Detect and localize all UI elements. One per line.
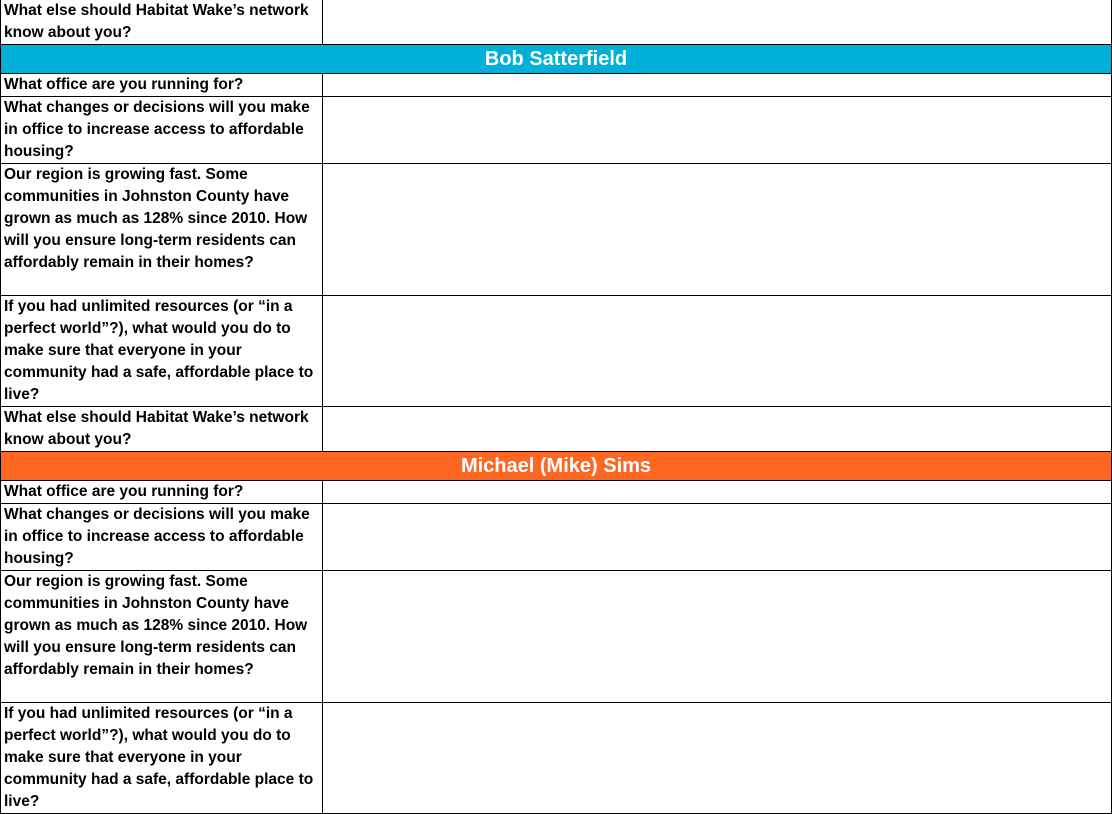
candidate-header-row — [1, 452, 1112, 481]
question-row — [1, 504, 1112, 571]
question-cell: Our region is growing fast. Some communities in Johnston County have grown as much as 128% since 2010. How will you ensure long-term residents can affordably remain in their homes? — [1, 164, 323, 296]
candidate-name-header: Bob Satterfield — [1, 45, 1112, 74]
question-cell: Our region is growing fast. Some communities in Johnston County have grown as much as 128% since 2010. How will you ensure long-term residents can affordably remain in their homes? — [1, 571, 323, 703]
answer-cell[interactable] — [323, 571, 1112, 703]
answer-cell[interactable] — [323, 407, 1112, 452]
question-cell: What office are you running for? — [1, 481, 323, 504]
answer-cell[interactable] — [323, 296, 1112, 407]
question-row — [1, 407, 1112, 452]
answer-cell[interactable] — [323, 74, 1112, 97]
question-row — [1, 164, 1112, 296]
answer-cell[interactable] — [323, 703, 1112, 814]
answer-cell[interactable] — [323, 97, 1112, 164]
question-cell: What office are you running for? — [1, 74, 323, 97]
answer-cell[interactable] — [323, 481, 1112, 504]
candidate-header-row — [1, 45, 1112, 74]
question-row — [1, 703, 1112, 814]
question-row — [1, 74, 1112, 97]
question-row — [1, 571, 1112, 703]
question-row — [1, 296, 1112, 407]
question-cell: If you had unlimited resources (or “in a perfect world”?), what would you do to make sure that everyone in your community had a safe, affordable place to live? — [1, 703, 323, 814]
candidate-name-header: Michael (Mike) Sims — [1, 452, 1112, 481]
question-cell: What changes or decisions will you make in office to increase access to affordable housing? — [1, 504, 323, 571]
question-cell: What else should Habitat Wake’s network know about you? — [1, 0, 323, 45]
answer-cell[interactable] — [323, 0, 1112, 45]
question-cell: If you had unlimited resources (or “in a perfect world”?), what would you do to make sure that everyone in your community had a safe, affordable place to live? — [1, 296, 323, 407]
question-row — [1, 0, 1112, 45]
answer-cell[interactable] — [323, 164, 1112, 296]
answer-cell[interactable] — [323, 504, 1112, 571]
question-row — [1, 97, 1112, 164]
question-cell: What changes or decisions will you make in office to increase access to affordable housing? — [1, 97, 323, 164]
question-cell: What else should Habitat Wake’s network know about you? — [1, 407, 323, 452]
question-row — [1, 481, 1112, 504]
